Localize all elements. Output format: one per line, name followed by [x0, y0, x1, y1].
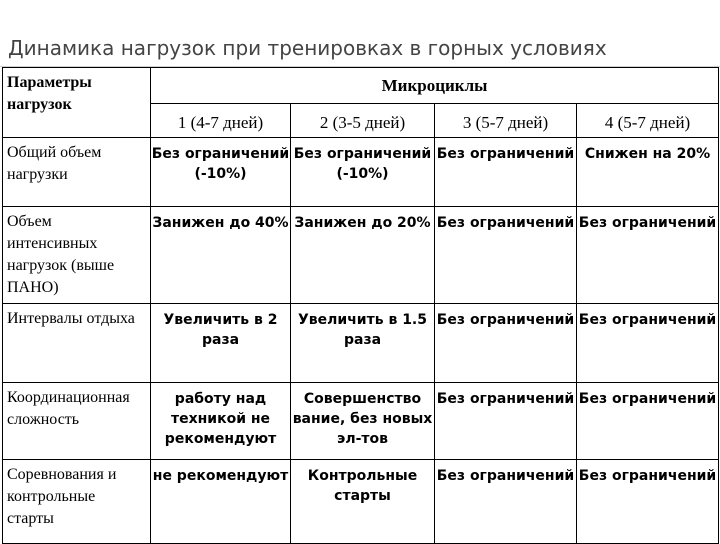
page-title: Динамика нагрузок при тренировках в горных условиях	[8, 36, 607, 60]
cell: Без ограничений	[435, 383, 577, 460]
header-params: Параметры нагрузок	[3, 68, 151, 138]
cell: Контрольные старты	[291, 460, 435, 544]
table-row	[3, 207, 719, 304]
param-total-volume: Общий объем нагрузки	[3, 138, 151, 207]
cell: Без ограничений	[577, 383, 719, 460]
cell: Без ограничений	[435, 138, 577, 207]
cell: Без ограничений	[577, 304, 719, 383]
cell: работу над техникой не рекомендуют	[151, 383, 291, 460]
table-row	[3, 460, 719, 544]
cell: Без ограничений	[577, 460, 719, 544]
cell: Без ограничений	[435, 460, 577, 544]
header-microcycles: Микроциклы	[151, 68, 719, 104]
table-row	[3, 304, 719, 383]
cell: Увеличить в 2 раза	[151, 304, 291, 383]
param-coordination: Координационная сложность	[3, 383, 151, 460]
table-row	[3, 383, 719, 460]
header-col-3: 3 (5-7 дней)	[435, 104, 577, 138]
cell: Без ограничений	[435, 304, 577, 383]
cell: Без ограничений	[577, 207, 719, 304]
cell: Увеличить в 1.5 раза	[291, 304, 435, 383]
param-rest-intervals: Интервалы отдыха	[3, 304, 151, 383]
table-row	[3, 138, 719, 207]
cell: Снижен на 20%	[577, 138, 719, 207]
cell: Без ограничений (-10%)	[291, 138, 435, 207]
param-competitions: Соревнования и контрольные старты	[3, 460, 151, 544]
cell: Совершенство вание, без новых эл-тов	[291, 383, 435, 460]
header-col-2: 2 (3-5 дней)	[291, 104, 435, 138]
cell: не рекомендуют	[151, 460, 291, 544]
header-col-4: 4 (5-7 дней)	[577, 104, 719, 138]
cell: Занижен до 40%	[151, 207, 291, 304]
load-dynamics-table	[2, 67, 719, 544]
cell: Без ограничений	[435, 207, 577, 304]
param-intensive-volume: Объем интенсивных нагрузок (выше ПАНО)	[3, 207, 151, 304]
header-col-1: 1 (4-7 дней)	[151, 104, 291, 138]
cell: Без ограничений (-10%)	[151, 138, 291, 207]
cell: Занижен до 20%	[291, 207, 435, 304]
